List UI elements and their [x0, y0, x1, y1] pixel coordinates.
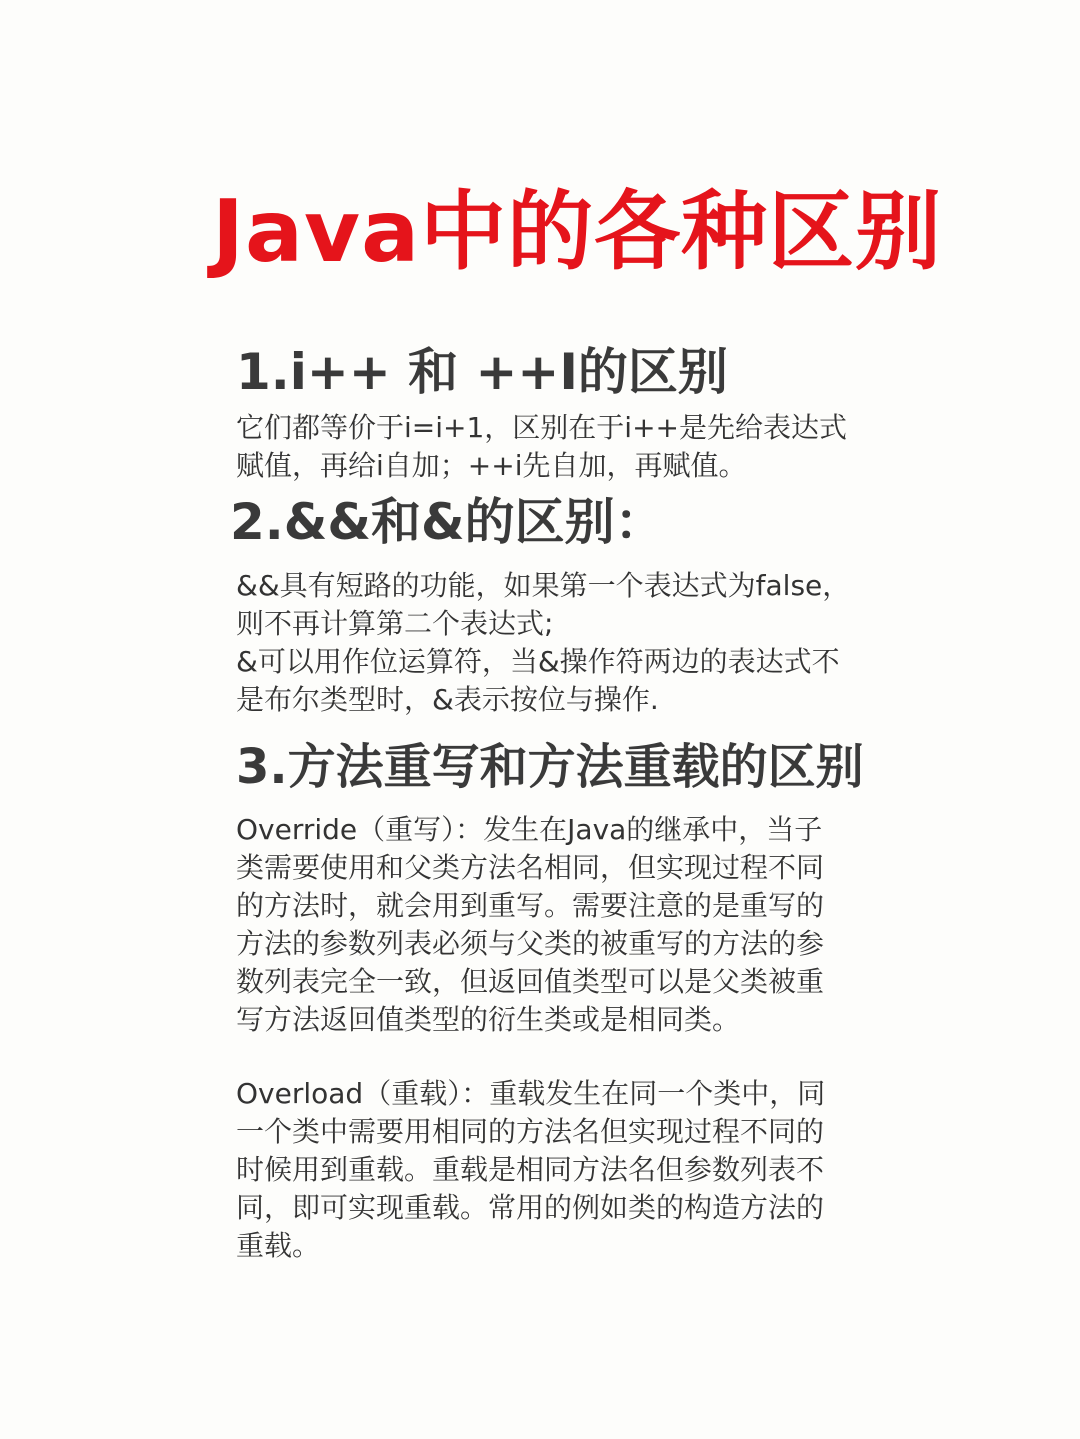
body-line: &可以用作位运算符，当&操作符两边的表达式不: [236, 645, 840, 678]
section-heading-and-operators: 2.&&和&的区别：: [230, 493, 665, 551]
body-line: 是布尔类型时，&表示按位与操作.: [236, 683, 659, 716]
body-line: 赋值，再给i自加；++i先自加，再赋值。: [236, 449, 747, 482]
override-paragraph: [236, 811, 856, 1039]
overload-paragraph: [236, 1075, 856, 1265]
body-line: 的方法时，就会用到重写。需要注意的是重写的: [236, 889, 825, 922]
page-title: Java中的各种区别: [212, 182, 943, 282]
body-line: 写方法返回值类型的衍生类或是相同类。: [236, 1003, 741, 1036]
body-line: 方法的参数列表必须与父类的被重写的方法的参: [236, 927, 825, 960]
body-line: 则不再计算第二个表达式;: [236, 607, 554, 640]
section-heading-increment: 1.i++ 和 ++I的区别: [236, 343, 728, 401]
body-line: 时候用到重载。重载是相同方法名但参数列表不: [236, 1153, 825, 1186]
body-line: 它们都等价于i=i+1，区别在于i++是先给表达式: [236, 411, 847, 444]
body-line: 同，即可实现重载。常用的例如类的构造方法的: [236, 1191, 825, 1224]
body-line: 数列表完全一致，但返回值类型可以是父类被重: [236, 965, 825, 998]
body-line: Overload（重载）：重载发生在同一个类中，同: [236, 1077, 826, 1110]
body-line: 类需要使用和父类方法名相同，但实现过程不同: [236, 851, 825, 884]
section-body-and-operators: [236, 567, 856, 719]
body-line: Override（重写）：发生在Java的继承中，当子: [236, 813, 823, 846]
body-line: &&具有短路的功能，如果第一个表达式为false，: [236, 569, 851, 602]
section-body-increment: [236, 409, 856, 485]
section-heading-override-overload: 3.方法重写和方法重载的区别: [236, 739, 864, 795]
body-line: 一个类中需要用相同的方法名但实现过程不同的: [236, 1115, 825, 1148]
body-line: 重载。: [236, 1229, 321, 1262]
